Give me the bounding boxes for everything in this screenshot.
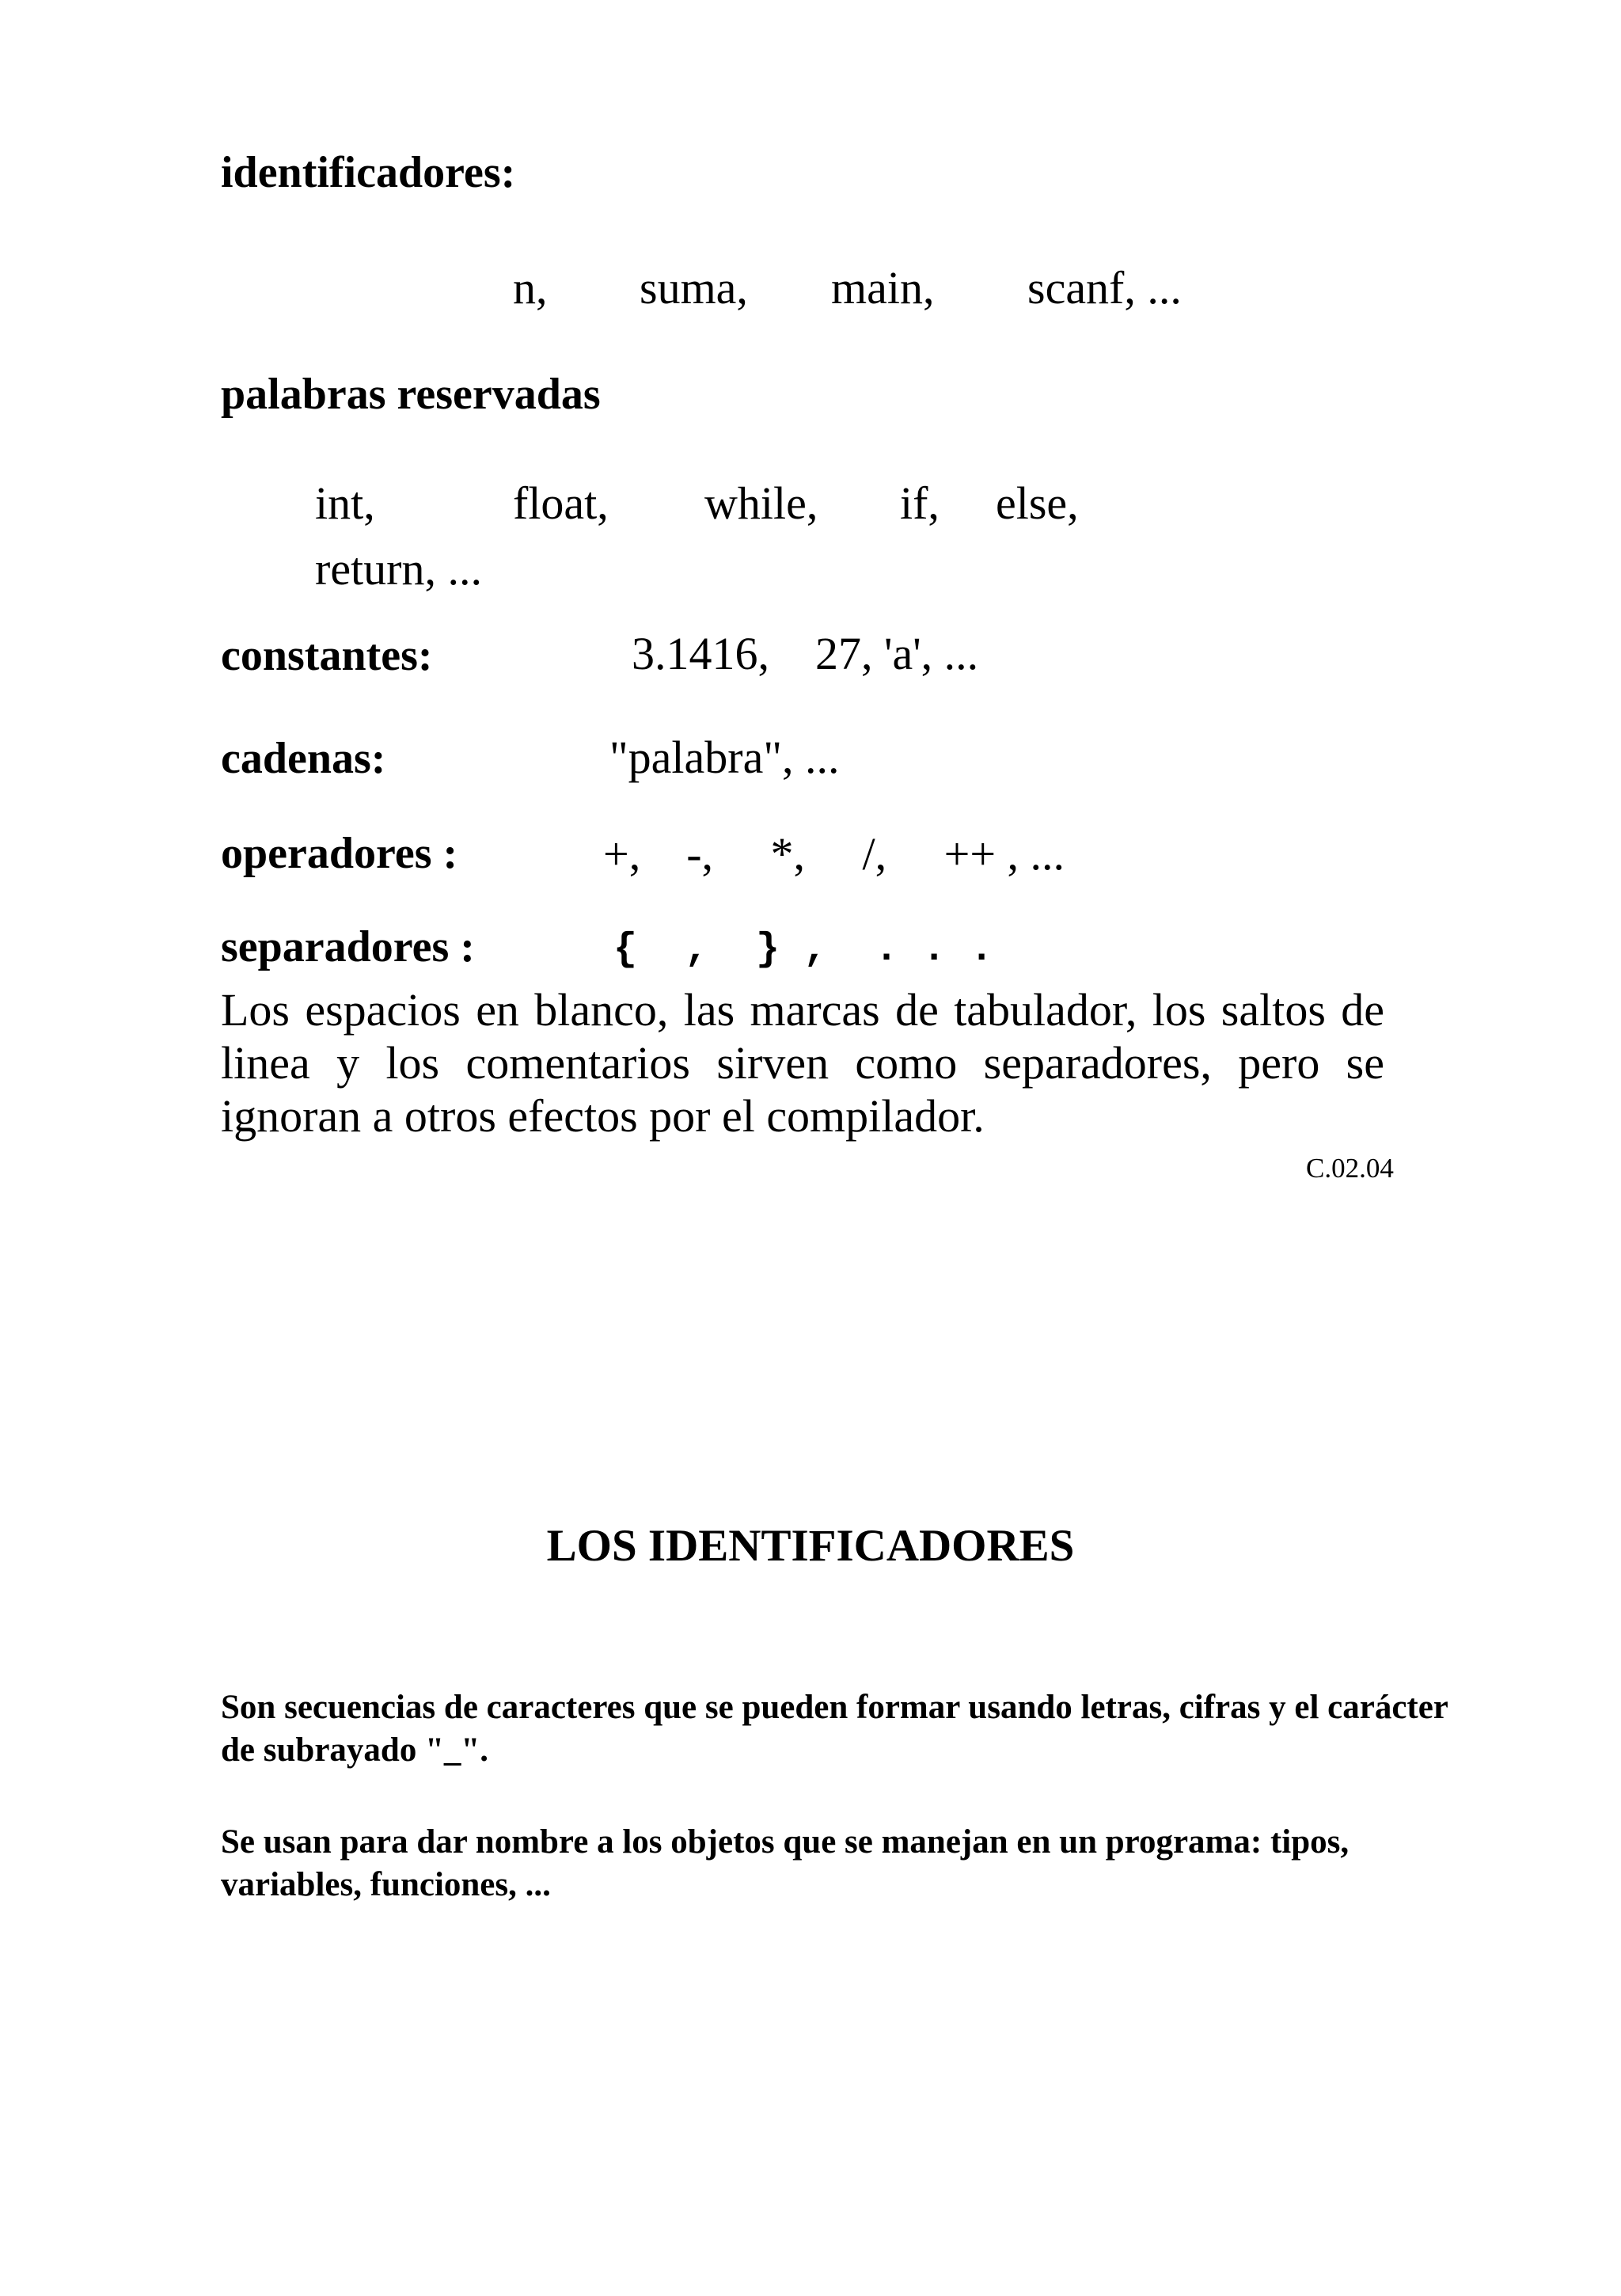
- separadores-paragraph: Los espacios en blanco, las marcas de tabulador, los saltos de linea y los comentarios sirven como separadores, pero se ignoran a otros efectos por el compilador.: [221, 984, 1384, 1142]
- operadores-value: +, -, *, /, ++ , ...: [603, 828, 1065, 880]
- separadores-label: separadores :: [221, 922, 475, 971]
- cadenas-label: cadenas:: [221, 734, 386, 783]
- identificadores-label: identificadores:: [221, 148, 516, 197]
- identificador-example: n,: [513, 262, 548, 314]
- palabra-reservada: else,: [996, 477, 1079, 529]
- palabra-reservada: float,: [513, 477, 609, 529]
- identificador-example: suma,: [640, 262, 748, 314]
- palabra-reservada: while,: [704, 477, 818, 529]
- definition-paragraph: Son secuencias de caracteres que se pueden formar usando letras, cifras y el carácter de subrayado "_".: [221, 1689, 1448, 1769]
- palabra-reservada-line2: return, ...: [315, 543, 482, 595]
- palabra-reservada: int,: [315, 477, 375, 529]
- usage-paragraph: Se usan para dar nombre a los objetos que se manejan en un programa: tipos, variables, funciones, ...: [221, 1823, 1350, 1903]
- palabra-reservada: if,: [900, 477, 940, 529]
- identificador-example: main,: [831, 262, 935, 314]
- separadores-value: { , } , . . .: [613, 927, 994, 972]
- constantes-label: constantes:: [221, 631, 433, 680]
- identificador-example: scanf, ...: [1027, 262, 1182, 314]
- cadenas-value: "palabra", ...: [609, 732, 840, 783]
- section-title: LOS IDENTIFICADORES: [546, 1521, 1075, 1571]
- operadores-label: operadores :: [221, 829, 458, 878]
- palabras-reservadas-label: palabras reservadas: [221, 370, 601, 419]
- slide-reference-code: C.02.04: [1306, 1153, 1394, 1184]
- constantes-value: 3.1416, 27, 'a', ...: [632, 628, 979, 679]
